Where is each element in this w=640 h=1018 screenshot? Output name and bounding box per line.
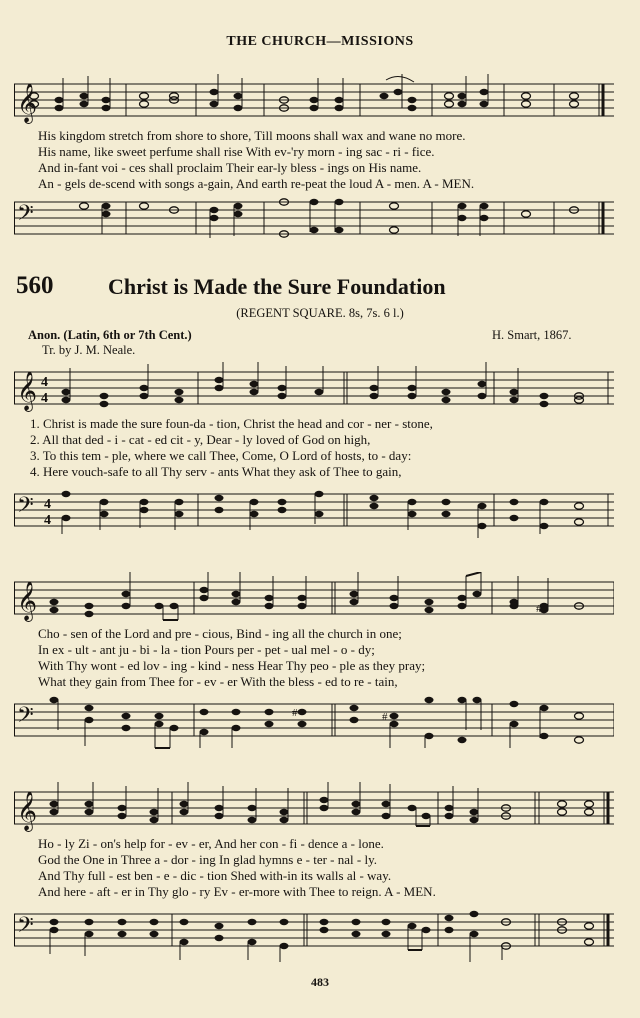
composer: H. Smart, 1867. xyxy=(492,328,572,342)
svg-text:#: # xyxy=(536,603,542,615)
svg-text:𝄞: 𝄞 xyxy=(17,373,38,410)
svg-text:4: 4 xyxy=(41,375,48,390)
lyrics-system-1 xyxy=(30,416,600,480)
svg-text:𝄞: 𝄞 xyxy=(17,583,38,620)
music-staff xyxy=(14,782,614,834)
svg-text:𝄢: 𝄢 xyxy=(17,703,34,732)
lyric-line: Cho - sen of the Lord and pre - cious, Bind - ing all the church in one; xyxy=(38,626,402,641)
svg-text:4: 4 xyxy=(44,513,51,528)
translator: Tr. by J. M. Neale. xyxy=(42,343,136,357)
lyric-line: 2. All that ded - i - cat - ed cit - y, Dear - ly loved of God on high, xyxy=(30,432,371,447)
lyric-line: God the One in Three a - dor - ing In glad hymns e - ter - nal - ly. xyxy=(38,852,377,867)
lyric-line: An - gels de-scend with songs a-gain, And earth re-peat the loud A - men. A - MEN. xyxy=(38,176,475,191)
lyric-line: And Thy full - est ben - e - dic - tion Shed with-in its walls al - way. xyxy=(38,868,392,883)
lyric-line: 3. To this tem - ple, where we call Thee, Come, O Lord of hosts, to - day: xyxy=(30,448,412,463)
lyric-line: In ex - ult - ant ju - bi - la - tion Pours per - pet - ual mel - o - dy; xyxy=(38,642,375,657)
words-author: Anon. (Latin, 6th or 7th Cent.) xyxy=(28,328,192,342)
previous-hymn-lyrics xyxy=(38,128,608,192)
lyric-line: And here - aft - er in Thy glo - ry Ev - er-more with Thee to reign. A - MEN. xyxy=(38,884,436,899)
tune-meter: (REGENT SQUARE. 8s, 7s. 6 l.) xyxy=(236,306,404,320)
music-staff xyxy=(14,694,614,750)
music-staff xyxy=(14,74,614,126)
svg-text:𝄞: 𝄞 xyxy=(17,793,38,830)
svg-text:𝄢: 𝄢 xyxy=(17,913,34,942)
svg-text:#: # xyxy=(382,711,388,723)
lyric-line: And in-fant voi - ces shall proclaim Their ear-ly bless - ings on His name. xyxy=(38,160,422,175)
lyric-line: His kingdom stretch from shore to shore, Till moons shall wax and wane no more. xyxy=(38,128,466,143)
svg-text:𝄢: 𝄢 xyxy=(17,493,34,522)
music-staff xyxy=(14,484,614,540)
hymn-number: 560 xyxy=(16,272,54,299)
svg-text:𝄞: 𝄞 xyxy=(17,85,38,122)
lyrics-system-2 xyxy=(38,626,608,690)
lyric-line: Ho - ly Zi - on's help for - ev - er, And her con - fi - dence a - lone. xyxy=(38,836,384,851)
lyric-line: 4. Here vouch-safe to all Thy serv - ants What they ask of Thee to gain, xyxy=(30,464,402,479)
music-staff xyxy=(14,192,614,246)
svg-text:𝄢: 𝄢 xyxy=(17,201,34,230)
lyric-line: What they gain from Thee for - ev - er With the bless - ed to re - tain, xyxy=(38,674,398,689)
svg-text:4: 4 xyxy=(41,391,48,406)
lyric-line: 1. Christ is made the sure foun-da - tion, Christ the head and cor - ner - stone, xyxy=(30,416,433,431)
svg-text:4: 4 xyxy=(44,497,51,512)
section-header: THE CHURCH—MISSIONS xyxy=(226,34,414,49)
lyric-line: His name, like sweet perfume shall rise With ev-'ry morn - ing sac - ri - fice. xyxy=(38,144,435,159)
music-staff xyxy=(14,572,614,624)
lyrics-system-3 xyxy=(38,836,608,900)
hymn-title: Christ is Made the Sure Foundation xyxy=(108,274,446,299)
lyric-line: With Thy wont - ed lov - ing - kind - ness Hear Thy peo - ple as they pray; xyxy=(38,658,426,673)
music-staff xyxy=(14,904,614,964)
svg-text:#: # xyxy=(292,707,298,719)
page-number: 483 xyxy=(311,975,329,989)
music-staff xyxy=(14,362,614,414)
